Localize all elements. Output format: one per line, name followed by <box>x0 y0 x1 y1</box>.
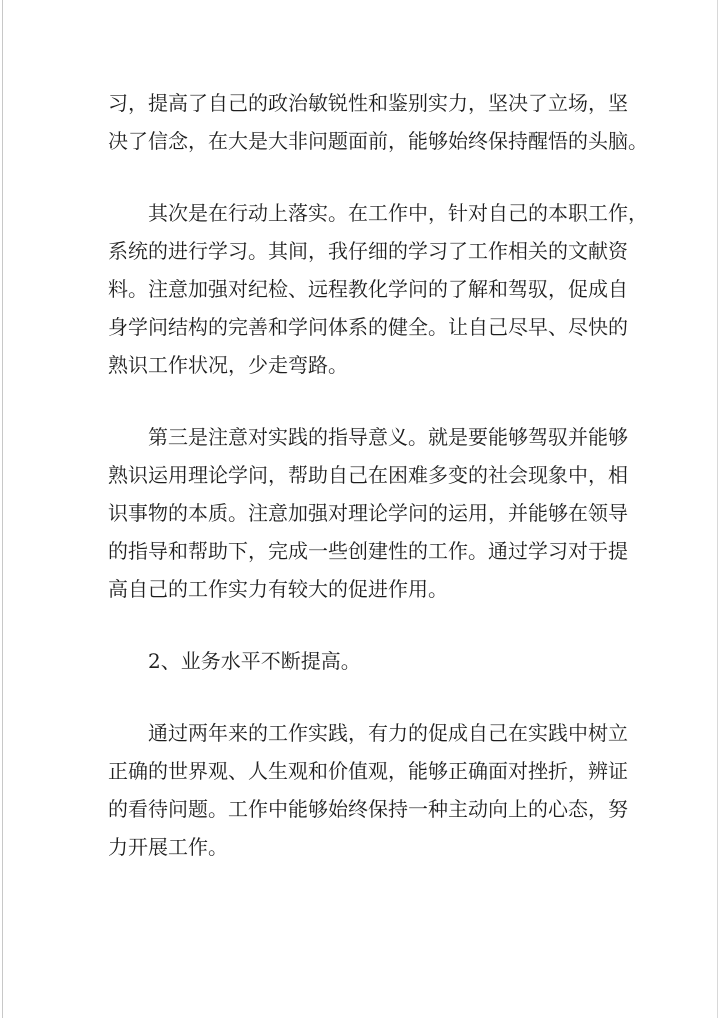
text-line: 通过两年来的工作实践，有力的促成自己在实践中树立 <box>148 721 628 745</box>
text-line: 熟识运用理论学问，帮助自己在困难多变的社会现象中，相 <box>108 463 628 487</box>
text-line: 识事物的本质。注意加强对理论学问的运用，并能够在领导 <box>108 501 628 525</box>
text-line: 的看待问题。工作中能够始终保持一种主动向上的心态，努 <box>108 797 628 821</box>
text-line: 身学问结构的完善和学问体系的健全。让自己尽早、尽快的 <box>108 315 628 339</box>
section-heading <box>108 642 622 680</box>
document-body <box>108 84 648 866</box>
text-line: 习，提高了自己的政治敏锐性和鉴别实力，坚决了立场，坚 <box>108 91 628 115</box>
text-line: 的指导和帮助下，完成一些创建性的工作。通过学习对于提 <box>108 539 628 563</box>
text-line: 正确的世界观、人生观和价值观，能够正确面对挫折，辨证 <box>108 759 628 783</box>
text-line: 第三是注意对实践的指导意义。就是要能够驾驭并能够 <box>148 425 628 449</box>
paragraph-gap <box>108 680 622 714</box>
paragraph-2 <box>108 194 648 384</box>
text-line: 系统的进行学习。其间，我仔细的学习了工作相关的文献资 <box>108 239 628 263</box>
paragraph-3 <box>108 418 628 608</box>
text-line: 高自己的工作实力有较大的促进作用。 <box>108 577 448 601</box>
page-edge-left <box>2 0 3 1018</box>
text-line: 料。注意加强对纪检、远程教化学问的了解和驾驭，促成自 <box>108 277 628 301</box>
text-line: 决了信念，在大是大非问题面前，能够始终保持醒悟的头脑。 <box>108 129 648 153</box>
paragraph-gap <box>108 608 622 642</box>
text-line: 其次是在行动上落实。在工作中，针对自己的本职工作， <box>148 201 648 225</box>
page-edge-right <box>717 0 718 1018</box>
paragraph-gap <box>108 160 622 194</box>
text-line: 2、业务水平不断提高。 <box>148 649 361 673</box>
paragraph-4 <box>108 714 628 866</box>
paragraph-1 <box>108 84 648 160</box>
paragraph-gap <box>108 384 622 418</box>
text-line: 力开展工作。 <box>108 835 228 859</box>
text-line: 熟识工作状况，少走弯路。 <box>108 353 348 377</box>
